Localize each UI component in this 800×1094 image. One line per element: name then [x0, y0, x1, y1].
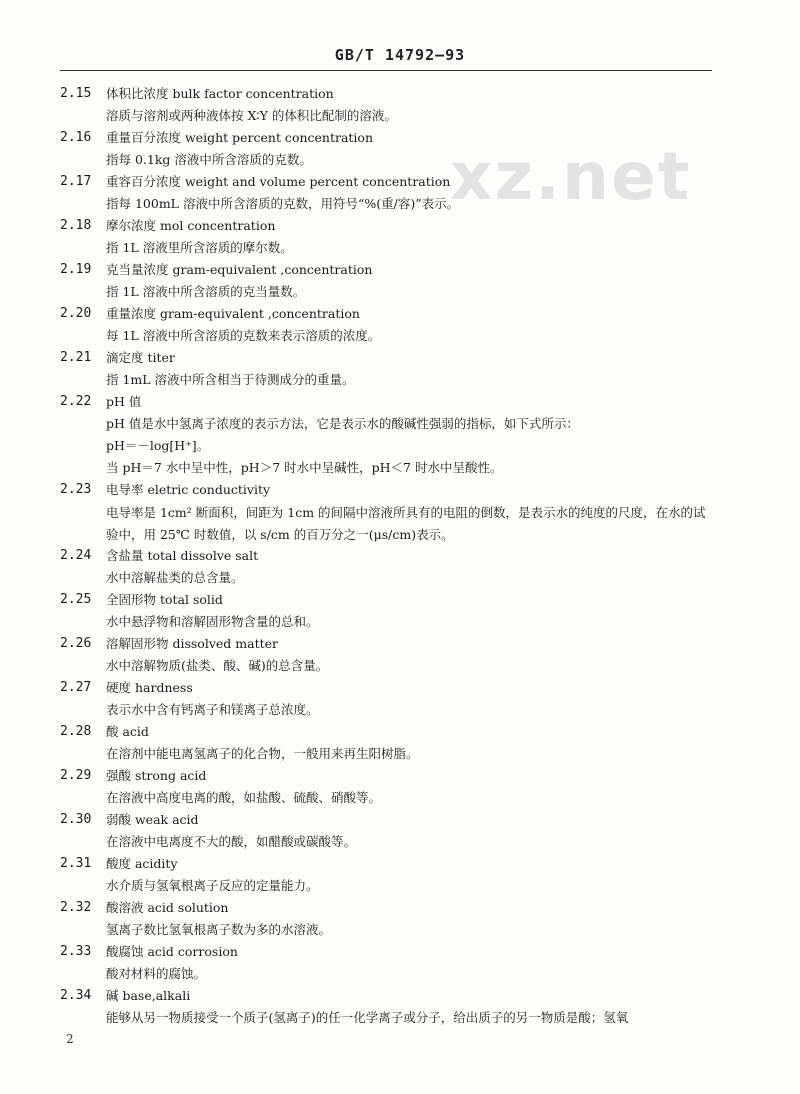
entry-definition: 酸对材料的腐蚀。: [106, 966, 207, 981]
definition-entry: [60, 392, 720, 475]
entry-definition: 指 1L 溶液里所含溶质的摩尔数。: [106, 240, 293, 255]
entry-number: 2.20: [60, 306, 92, 321]
definition-entry: [60, 722, 720, 766]
entry-number: 2.30: [60, 812, 92, 827]
entry-number: 2.24: [60, 548, 92, 563]
definition-entry: [60, 854, 720, 898]
entry-term: 摩尔浓度 mol concentration: [106, 218, 276, 233]
definition-entry: [60, 590, 720, 634]
entry-term: 硬度 hardness: [106, 680, 193, 695]
entry-term: 酸度 acidity: [106, 856, 178, 871]
definition-entry: [60, 348, 720, 392]
entry-number: 2.16: [60, 130, 92, 145]
entry-definition: 在溶液中高度电离的酸，如盐酸、硫酸、硝酸等。: [106, 790, 382, 805]
entry-number: 2.26: [60, 636, 92, 651]
entry-number: 2.17: [60, 174, 92, 189]
entry-number: 2.22: [60, 394, 92, 409]
entry-definition: pH 值是水中氢离子浓度的表示方法，它是表示水的酸碱性强弱的指标，如下式所示：: [106, 416, 579, 431]
entry-number: 2.29: [60, 768, 92, 783]
definition-entry: [60, 810, 720, 854]
definition-entry: [60, 678, 720, 722]
entry-definition: 每 1L 溶液中所含溶质的克数来表示溶质的浓度。: [106, 328, 381, 343]
entry-term: 重量百分浓度 weight percent concentration: [106, 130, 374, 145]
entry-number: 2.19: [60, 262, 92, 277]
definition-entry: [60, 260, 720, 304]
entry-term: 酸腐蚀 acid corrosion: [106, 944, 238, 959]
entry-term: 重容百分浓度 weight and volume percent concentration: [106, 174, 451, 189]
definition-entry: [60, 128, 720, 172]
standard-header: GB/T 14792—93: [334, 46, 466, 64]
entry-term: 弱酸 weak acid: [106, 812, 199, 827]
entry-definition: 水中溶解物质(盐类、酸、碱)的总含量。: [106, 658, 329, 673]
entry-definition: 水中溶解盐类的总含量。: [106, 570, 244, 585]
entry-number: 2.18: [60, 218, 92, 233]
definition-entry: [60, 898, 720, 942]
header-divider: [60, 70, 712, 71]
entry-term: 溶解固形物 dissolved matter: [106, 636, 278, 651]
entry-term: 含盐量 total dissolve salt: [106, 548, 259, 563]
definition-entry: [60, 986, 720, 1030]
definition-entry: [60, 942, 720, 986]
entry-definition: 指每 100mL 溶液中所含溶质的克数，用符号“%(重/容)”表示。: [106, 196, 460, 211]
entry-number: 2.28: [60, 724, 92, 739]
entry-number: 2.33: [60, 944, 92, 959]
entry-number: 2.27: [60, 680, 92, 695]
definition-entry: [60, 304, 720, 348]
entry-definition: 水中悬浮物和溶解固形物含量的总和。: [106, 614, 319, 629]
entry-definition: 水介质与氢氧根离子反应的定量能力。: [106, 878, 319, 893]
entry-term: 酸溶液 acid solution: [106, 900, 229, 915]
definition-entry: [60, 766, 720, 810]
entry-definition: 电导率是 1cm² 断面积，间距为 1cm 的间隔中溶液所具有的电阻的倒数，是表示水的纯度的尺度，在水的试验中，用 25℃ 时数值，以 s/cm 的百万分之一(μs/cm)表示。: [106, 505, 706, 542]
entry-term: 全固形物 total solid: [106, 592, 223, 607]
entry-definition: 在溶液中电离度不大的酸，如醋酸或碳酸等。: [106, 834, 357, 849]
definition-entry: [60, 634, 720, 678]
entry-term: 酸 acid: [106, 724, 149, 739]
entry-number: 2.32: [60, 900, 92, 915]
entry-term: 重量浓度 gram-equivalent ,concentration: [106, 306, 360, 321]
entry-term: 克当量浓度 gram-equivalent ,concentration: [106, 262, 373, 277]
entry-number: 2.34: [60, 988, 92, 1003]
watermark: xz.net: [450, 138, 692, 215]
entry-definition: 溶质与溶剂或两种液体按 X∶Y 的体积比配制的溶液。: [106, 108, 397, 123]
entry-term: pH 值: [106, 394, 142, 409]
entry-definition: 指每 0.1kg 溶液中所含溶质的克数。: [106, 152, 312, 167]
entry-definition: 氢离子数比氢氧根离子数为多的水溶液。: [106, 922, 332, 937]
entry-definition: pH＝－log[H⁺]。: [106, 438, 210, 453]
entry-definition: 指 1mL 溶液中所含相当于待测成分的重量。: [106, 372, 355, 387]
entry-term: 碱 base,alkali: [106, 988, 191, 1003]
entry-number: 2.15: [60, 86, 92, 101]
entry-term: 体积比浓度 bulk factor concentration: [106, 86, 334, 101]
definition-entry: [60, 172, 720, 216]
page-number: 2: [66, 1032, 74, 1046]
entry-number: 2.25: [60, 592, 92, 607]
entry-definition: 在溶剂中能电离氢离子的化合物，一般用来再生阳树脂。: [106, 746, 419, 761]
definition-entry: [60, 84, 720, 128]
entry-definition: 表示水中含有钙离子和镁离子总浓度。: [106, 702, 319, 717]
entry-definition: 当 pH＝7 水中呈中性，pH＞7 时水中呈碱性，pH＜7 时水中呈酸性。: [106, 460, 503, 475]
definition-entry: [60, 546, 720, 590]
entry-term: 强酸 strong acid: [106, 768, 207, 783]
entry-number: 2.31: [60, 856, 92, 871]
entry-term: 滴定度 titer: [106, 350, 175, 365]
entry-term: 电导率 eletric conductivity: [106, 482, 271, 497]
entry-definition: 指 1L 溶液中所含溶质的克当量数。: [106, 284, 306, 299]
definition-entry: [60, 216, 720, 260]
entry-number: 2.23: [60, 482, 92, 497]
entry-definition: 能够从另一物质接受一个质子(氢离子)的任一化学离子或分子，给出质子的另一物质是酸；氢氧: [106, 1010, 629, 1025]
entry-number: 2.21: [60, 350, 92, 365]
definition-entry: [60, 480, 720, 542]
